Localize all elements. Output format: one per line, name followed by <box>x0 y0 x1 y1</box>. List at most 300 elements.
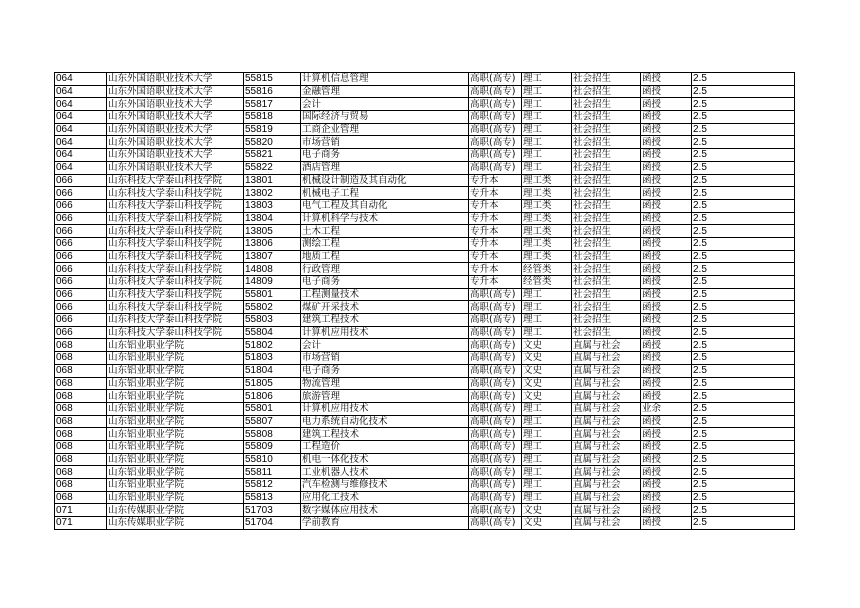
category-cell: 理工类 <box>522 187 572 200</box>
category-cell: 理工 <box>522 149 572 162</box>
school-code-cell: 066 <box>55 174 107 187</box>
school-name-cell: 山东铝业职业学院 <box>107 428 244 441</box>
duration-cell: 2.5 <box>692 390 795 403</box>
school-name-cell: 山东科技大学泰山科技学院 <box>107 187 244 200</box>
study-mode-cell: 业余 <box>641 402 692 415</box>
table-row <box>55 453 795 466</box>
major-name-cell: 国际经济与贸易 <box>301 111 469 124</box>
category-cell: 理工 <box>522 326 572 339</box>
category-cell: 理工 <box>522 111 572 124</box>
major-name-cell: 金融管理 <box>301 85 469 98</box>
enrollment-type-cell: 社会招生 <box>572 111 641 124</box>
school-code-cell: 064 <box>55 136 107 149</box>
category-cell: 理工 <box>522 402 572 415</box>
level-cell: 高职(高专) <box>469 339 522 352</box>
major-name-cell: 电力系统自动化技术 <box>301 415 469 428</box>
study-mode-cell: 函授 <box>641 212 692 225</box>
duration-cell: 2.5 <box>692 111 795 124</box>
table-row <box>55 428 795 441</box>
level-cell: 高职(高专) <box>469 73 522 86</box>
duration-cell: 2.5 <box>692 212 795 225</box>
category-cell: 理工 <box>522 491 572 504</box>
study-mode-cell: 函授 <box>641 276 692 289</box>
school-code-cell: 064 <box>55 85 107 98</box>
major-code-cell: 55819 <box>244 123 301 136</box>
enrollment-type-cell: 直属与社会 <box>572 479 641 492</box>
level-cell: 高职(高专) <box>469 504 522 517</box>
table-row <box>55 402 795 415</box>
table-row <box>55 85 795 98</box>
duration-cell: 2.5 <box>692 288 795 301</box>
duration-cell: 2.5 <box>692 149 795 162</box>
table-row <box>55 263 795 276</box>
study-mode-cell: 函授 <box>641 390 692 403</box>
category-cell: 理工类 <box>522 250 572 263</box>
level-cell: 高职(高专) <box>469 85 522 98</box>
level-cell: 高职(高专) <box>469 111 522 124</box>
school-name-cell: 山东外国语职业技术大学 <box>107 111 244 124</box>
major-name-cell: 物流管理 <box>301 377 469 390</box>
school-name-cell: 山东铝业职业学院 <box>107 466 244 479</box>
duration-cell: 2.5 <box>692 517 795 530</box>
level-cell: 高职(高专) <box>469 288 522 301</box>
duration-cell: 2.5 <box>692 237 795 250</box>
school-code-cell: 066 <box>55 301 107 314</box>
study-mode-cell: 函授 <box>641 123 692 136</box>
enrollment-type-cell: 直属与社会 <box>572 364 641 377</box>
school-name-cell: 山东科技大学泰山科技学院 <box>107 301 244 314</box>
school-name-cell: 山东科技大学泰山科技学院 <box>107 225 244 238</box>
school-name-cell: 山东科技大学泰山科技学院 <box>107 263 244 276</box>
enrollment-type-cell: 直属与社会 <box>572 339 641 352</box>
level-cell: 高职(高专) <box>469 453 522 466</box>
level-cell: 高职(高专) <box>469 402 522 415</box>
enrollment-type-cell: 直属与社会 <box>572 377 641 390</box>
category-cell: 理工 <box>522 428 572 441</box>
level-cell: 高职(高专) <box>469 314 522 327</box>
enrollment-type-cell: 直属与社会 <box>572 466 641 479</box>
school-code-cell: 066 <box>55 187 107 200</box>
table-row <box>55 466 795 479</box>
enrollment-type-cell: 社会招生 <box>572 161 641 174</box>
category-cell: 理工 <box>522 123 572 136</box>
major-name-cell: 市场营销 <box>301 352 469 365</box>
table-row <box>55 377 795 390</box>
enrollment-type-cell: 社会招生 <box>572 73 641 86</box>
study-mode-cell: 函授 <box>641 85 692 98</box>
category-cell: 文史 <box>522 364 572 377</box>
school-name-cell: 山东科技大学泰山科技学院 <box>107 199 244 212</box>
study-mode-cell: 函授 <box>641 237 692 250</box>
category-cell: 理工类 <box>522 199 572 212</box>
school-name-cell: 山东铝业职业学院 <box>107 364 244 377</box>
school-code-cell: 066 <box>55 212 107 225</box>
major-code-cell: 13803 <box>244 199 301 212</box>
major-code-cell: 13801 <box>244 174 301 187</box>
major-code-cell: 55815 <box>244 73 301 86</box>
major-name-cell: 工程测量技术 <box>301 288 469 301</box>
enrollment-type-cell: 社会招生 <box>572 326 641 339</box>
category-cell: 理工类 <box>522 174 572 187</box>
school-name-cell: 山东外国语职业技术大学 <box>107 98 244 111</box>
study-mode-cell: 函授 <box>641 301 692 314</box>
major-name-cell: 机电一体化技术 <box>301 453 469 466</box>
study-mode-cell: 函授 <box>641 174 692 187</box>
major-code-cell: 55801 <box>244 402 301 415</box>
major-name-cell: 酒店管理 <box>301 161 469 174</box>
study-mode-cell: 函授 <box>641 314 692 327</box>
duration-cell: 2.5 <box>692 263 795 276</box>
enrollment-type-cell: 直属与社会 <box>572 440 641 453</box>
enrollment-type-cell: 直属与社会 <box>572 491 641 504</box>
major-name-cell: 电气工程及其自动化 <box>301 199 469 212</box>
major-name-cell: 工程造价 <box>301 440 469 453</box>
major-name-cell: 汽车检测与维修技术 <box>301 479 469 492</box>
major-code-cell: 55811 <box>244 466 301 479</box>
level-cell: 专升本 <box>469 187 522 200</box>
category-cell: 理工 <box>522 98 572 111</box>
duration-cell: 2.5 <box>692 453 795 466</box>
table-row <box>55 123 795 136</box>
school-code-cell: 066 <box>55 326 107 339</box>
study-mode-cell: 函授 <box>641 187 692 200</box>
school-code-cell: 066 <box>55 314 107 327</box>
study-mode-cell: 函授 <box>641 466 692 479</box>
study-mode-cell: 函授 <box>641 517 692 530</box>
table-row <box>55 517 795 530</box>
level-cell: 专升本 <box>469 263 522 276</box>
school-code-cell: 068 <box>55 352 107 365</box>
category-cell: 理工 <box>522 136 572 149</box>
major-name-cell: 会计 <box>301 98 469 111</box>
table-row <box>55 237 795 250</box>
category-cell: 经管类 <box>522 276 572 289</box>
category-cell: 理工 <box>522 415 572 428</box>
school-code-cell: 066 <box>55 199 107 212</box>
enrollment-type-cell: 直属与社会 <box>572 415 641 428</box>
category-cell: 文史 <box>522 517 572 530</box>
table-row <box>55 415 795 428</box>
duration-cell: 2.5 <box>692 504 795 517</box>
table-row <box>55 288 795 301</box>
study-mode-cell: 函授 <box>641 339 692 352</box>
category-cell: 理工类 <box>522 225 572 238</box>
study-mode-cell: 函授 <box>641 161 692 174</box>
study-mode-cell: 函授 <box>641 479 692 492</box>
enrollment-type-cell: 直属与社会 <box>572 352 641 365</box>
level-cell: 高职(高专) <box>469 326 522 339</box>
school-name-cell: 山东铝业职业学院 <box>107 453 244 466</box>
duration-cell: 2.5 <box>692 98 795 111</box>
table-row <box>55 98 795 111</box>
study-mode-cell: 函授 <box>641 377 692 390</box>
major-code-cell: 13806 <box>244 237 301 250</box>
level-cell: 高职(高专) <box>469 123 522 136</box>
school-code-cell: 066 <box>55 288 107 301</box>
school-code-cell: 071 <box>55 504 107 517</box>
enrollment-type-cell: 社会招生 <box>572 174 641 187</box>
level-cell: 高职(高专) <box>469 479 522 492</box>
major-code-cell: 55818 <box>244 111 301 124</box>
table-row <box>55 504 795 517</box>
major-code-cell: 51704 <box>244 517 301 530</box>
study-mode-cell: 函授 <box>641 364 692 377</box>
major-name-cell: 应用化工技术 <box>301 491 469 504</box>
major-code-cell: 51703 <box>244 504 301 517</box>
level-cell: 高职(高专) <box>469 390 522 403</box>
study-mode-cell: 函授 <box>641 491 692 504</box>
major-code-cell: 13802 <box>244 187 301 200</box>
level-cell: 高职(高专) <box>469 364 522 377</box>
table-row <box>55 326 795 339</box>
major-name-cell: 建筑工程技术 <box>301 314 469 327</box>
table-row <box>55 314 795 327</box>
category-cell: 文史 <box>522 377 572 390</box>
category-cell: 文史 <box>522 504 572 517</box>
enrollment-type-cell: 社会招生 <box>572 301 641 314</box>
level-cell: 专升本 <box>469 199 522 212</box>
school-code-cell: 068 <box>55 440 107 453</box>
study-mode-cell: 函授 <box>641 428 692 441</box>
enrollment-type-cell: 社会招生 <box>572 225 641 238</box>
duration-cell: 2.5 <box>692 276 795 289</box>
duration-cell: 2.5 <box>692 187 795 200</box>
table-row <box>55 491 795 504</box>
study-mode-cell: 函授 <box>641 225 692 238</box>
school-code-cell: 068 <box>55 466 107 479</box>
enrollment-type-cell: 社会招生 <box>572 288 641 301</box>
major-code-cell: 14809 <box>244 276 301 289</box>
school-code-cell: 068 <box>55 402 107 415</box>
study-mode-cell: 函授 <box>641 352 692 365</box>
school-name-cell: 山东外国语职业技术大学 <box>107 149 244 162</box>
major-code-cell: 55802 <box>244 301 301 314</box>
school-code-cell: 071 <box>55 517 107 530</box>
major-code-cell: 51806 <box>244 390 301 403</box>
major-code-cell: 55804 <box>244 326 301 339</box>
school-code-cell: 066 <box>55 225 107 238</box>
school-name-cell: 山东外国语职业技术大学 <box>107 73 244 86</box>
duration-cell: 2.5 <box>692 352 795 365</box>
major-name-cell: 计算机科学与技术 <box>301 212 469 225</box>
duration-cell: 2.5 <box>692 250 795 263</box>
major-name-cell: 煤矿开采技术 <box>301 301 469 314</box>
category-cell: 文史 <box>522 390 572 403</box>
category-cell: 理工 <box>522 85 572 98</box>
level-cell: 高职(高专) <box>469 352 522 365</box>
enrollment-type-cell: 社会招生 <box>572 149 641 162</box>
duration-cell: 2.5 <box>692 364 795 377</box>
major-name-cell: 电子商务 <box>301 364 469 377</box>
level-cell: 高职(高专) <box>469 466 522 479</box>
school-code-cell: 066 <box>55 263 107 276</box>
duration-cell: 2.5 <box>692 479 795 492</box>
study-mode-cell: 函授 <box>641 111 692 124</box>
table-row <box>55 364 795 377</box>
school-name-cell: 山东外国语职业技术大学 <box>107 85 244 98</box>
enrollment-type-cell: 直属与社会 <box>572 390 641 403</box>
major-name-cell: 建筑工程技术 <box>301 428 469 441</box>
major-name-cell: 计算机应用技术 <box>301 326 469 339</box>
school-name-cell: 山东铝业职业学院 <box>107 352 244 365</box>
duration-cell: 2.5 <box>692 301 795 314</box>
major-name-cell: 工商企业管理 <box>301 123 469 136</box>
duration-cell: 2.5 <box>692 326 795 339</box>
major-name-cell: 行政管理 <box>301 263 469 276</box>
category-cell: 理工类 <box>522 237 572 250</box>
level-cell: 专升本 <box>469 237 522 250</box>
enrollment-type-cell: 社会招生 <box>572 187 641 200</box>
category-cell: 文史 <box>522 339 572 352</box>
level-cell: 专升本 <box>469 250 522 263</box>
major-code-cell: 55809 <box>244 440 301 453</box>
major-code-cell: 55812 <box>244 479 301 492</box>
table-row <box>55 73 795 86</box>
enrollment-type-cell: 社会招生 <box>572 314 641 327</box>
table-row <box>55 440 795 453</box>
major-code-cell: 14808 <box>244 263 301 276</box>
major-name-cell: 计算机应用技术 <box>301 402 469 415</box>
duration-cell: 2.5 <box>692 123 795 136</box>
duration-cell: 2.5 <box>692 402 795 415</box>
category-cell: 理工 <box>522 314 572 327</box>
major-name-cell: 旅游管理 <box>301 390 469 403</box>
study-mode-cell: 函授 <box>641 288 692 301</box>
table-body <box>55 73 795 530</box>
major-code-cell: 13807 <box>244 250 301 263</box>
major-code-cell: 55813 <box>244 491 301 504</box>
major-code-cell: 51803 <box>244 352 301 365</box>
duration-cell: 2.5 <box>692 339 795 352</box>
school-code-cell: 066 <box>55 276 107 289</box>
enrollment-type-cell: 社会招生 <box>572 212 641 225</box>
level-cell: 高职(高专) <box>469 149 522 162</box>
duration-cell: 2.5 <box>692 314 795 327</box>
school-name-cell: 山东铝业职业学院 <box>107 390 244 403</box>
enrollment-type-cell: 直属与社会 <box>572 517 641 530</box>
major-name-cell: 市场营销 <box>301 136 469 149</box>
table-row <box>55 149 795 162</box>
major-code-cell: 55807 <box>244 415 301 428</box>
enrollment-type-cell: 社会招生 <box>572 123 641 136</box>
school-code-cell: 068 <box>55 491 107 504</box>
study-mode-cell: 函授 <box>641 440 692 453</box>
major-name-cell: 数字媒体应用技术 <box>301 504 469 517</box>
major-name-cell: 机械电子工程 <box>301 187 469 200</box>
category-cell: 理工 <box>522 453 572 466</box>
study-mode-cell: 函授 <box>641 250 692 263</box>
major-name-cell: 会计 <box>301 339 469 352</box>
duration-cell: 2.5 <box>692 136 795 149</box>
major-code-cell: 51804 <box>244 364 301 377</box>
major-code-cell: 55816 <box>244 85 301 98</box>
school-name-cell: 山东科技大学泰山科技学院 <box>107 326 244 339</box>
major-code-cell: 55810 <box>244 453 301 466</box>
study-mode-cell: 函授 <box>641 136 692 149</box>
school-code-cell: 064 <box>55 123 107 136</box>
school-name-cell: 山东科技大学泰山科技学院 <box>107 250 244 263</box>
study-mode-cell: 函授 <box>641 98 692 111</box>
duration-cell: 2.5 <box>692 174 795 187</box>
level-cell: 高职(高专) <box>469 98 522 111</box>
school-code-cell: 068 <box>55 428 107 441</box>
school-code-cell: 064 <box>55 73 107 86</box>
table-row <box>55 136 795 149</box>
study-mode-cell: 函授 <box>641 73 692 86</box>
table-row <box>55 225 795 238</box>
category-cell: 理工 <box>522 301 572 314</box>
level-cell: 专升本 <box>469 276 522 289</box>
category-cell: 理工 <box>522 479 572 492</box>
major-name-cell: 学前教育 <box>301 517 469 530</box>
school-name-cell: 山东科技大学泰山科技学院 <box>107 237 244 250</box>
table-row <box>55 212 795 225</box>
school-code-cell: 064 <box>55 161 107 174</box>
enrollment-type-cell: 社会招生 <box>572 98 641 111</box>
major-code-cell: 55801 <box>244 288 301 301</box>
category-cell: 理工 <box>522 466 572 479</box>
table-row <box>55 250 795 263</box>
category-cell: 文史 <box>522 352 572 365</box>
table-row <box>55 199 795 212</box>
enrollment-type-cell: 社会招生 <box>572 136 641 149</box>
school-code-cell: 068 <box>55 377 107 390</box>
level-cell: 高职(高专) <box>469 428 522 441</box>
major-code-cell: 55803 <box>244 314 301 327</box>
major-name-cell: 土木工程 <box>301 225 469 238</box>
table-row <box>55 187 795 200</box>
major-code-cell: 55817 <box>244 98 301 111</box>
level-cell: 高职(高专) <box>469 301 522 314</box>
study-mode-cell: 函授 <box>641 149 692 162</box>
enrollment-type-cell: 社会招生 <box>572 85 641 98</box>
table-row <box>55 352 795 365</box>
major-code-cell: 13804 <box>244 212 301 225</box>
spreadsheet-page <box>54 72 794 530</box>
duration-cell: 2.5 <box>692 225 795 238</box>
school-name-cell: 山东科技大学泰山科技学院 <box>107 288 244 301</box>
study-mode-cell: 函授 <box>641 453 692 466</box>
level-cell: 高职(高专) <box>469 440 522 453</box>
major-code-cell: 55821 <box>244 149 301 162</box>
enrollment-type-cell: 直属与社会 <box>572 428 641 441</box>
duration-cell: 2.5 <box>692 73 795 86</box>
major-code-cell: 55820 <box>244 136 301 149</box>
duration-cell: 2.5 <box>692 161 795 174</box>
school-code-cell: 064 <box>55 98 107 111</box>
school-code-cell: 068 <box>55 453 107 466</box>
category-cell: 理工 <box>522 440 572 453</box>
major-name-cell: 工业机器人技术 <box>301 466 469 479</box>
major-code-cell: 55822 <box>244 161 301 174</box>
school-code-cell: 066 <box>55 237 107 250</box>
school-code-cell: 064 <box>55 111 107 124</box>
major-name-cell: 电子商务 <box>301 149 469 162</box>
school-name-cell: 山东铝业职业学院 <box>107 491 244 504</box>
major-name-cell: 测绘工程 <box>301 237 469 250</box>
enrollment-type-cell: 社会招生 <box>572 199 641 212</box>
major-code-cell: 51805 <box>244 377 301 390</box>
duration-cell: 2.5 <box>692 440 795 453</box>
category-cell: 理工 <box>522 288 572 301</box>
duration-cell: 2.5 <box>692 415 795 428</box>
enrollment-type-cell: 社会招生 <box>572 263 641 276</box>
major-name-cell: 电子商务 <box>301 276 469 289</box>
category-cell: 理工 <box>522 161 572 174</box>
duration-cell: 2.5 <box>692 491 795 504</box>
table-row <box>55 276 795 289</box>
category-cell: 理工 <box>522 73 572 86</box>
